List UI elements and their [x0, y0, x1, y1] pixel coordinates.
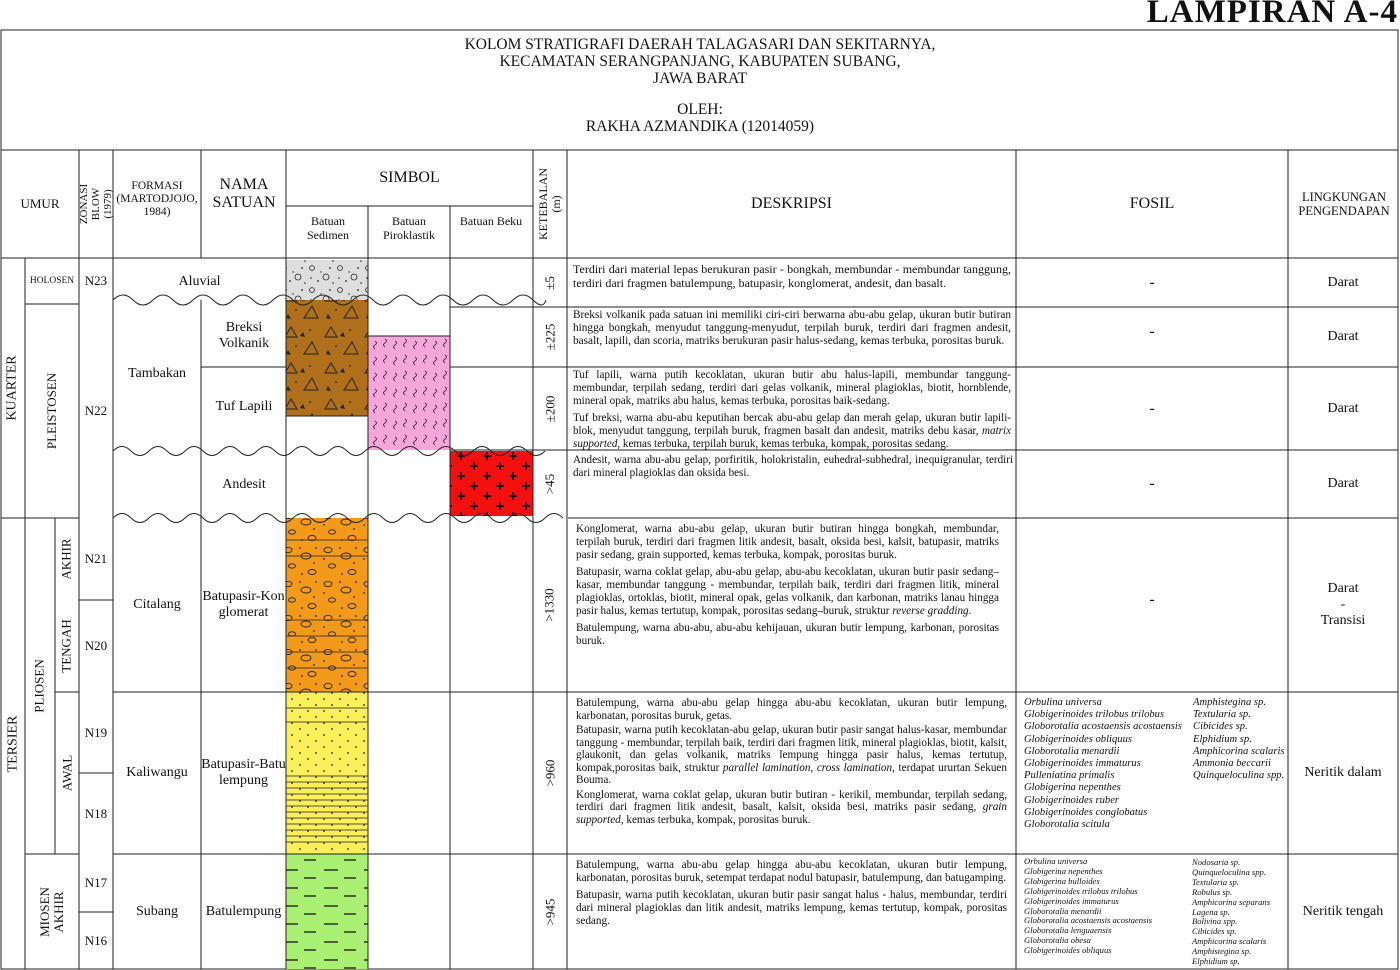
desc-kaliwangu — [576, 697, 1007, 830]
desc-kaliwangu-batulempung: Batulempung, warna abu-abu gelap hingga abu-abu kecoklatan, ukuran butir lempung, karbonatan, porositas buruk, getas. — [576, 697, 1007, 722]
zone-n19: N19 — [84, 724, 108, 740]
fossil-name: Amphicorina separans — [1192, 896, 1271, 907]
fossil-name: Elphidium sp. — [1193, 733, 1252, 745]
header-batuan-beku: Batuan Beku — [459, 214, 523, 228]
fossil-name: Bolivina spp. — [1192, 916, 1238, 927]
formasi-citalang: Citalang — [133, 597, 181, 612]
lingkungan-kaliwangu: Neritik dalam — [1304, 765, 1382, 780]
fossil-name: Elphidium sp. — [1192, 956, 1240, 967]
fossil-name: Quinqueloculina spp. — [1193, 770, 1285, 782]
formasi-aluvial: Aluvial — [178, 274, 221, 289]
desc-andesit: Andesit, warna abu-abu gelap, porfiritik, holokristalin, euhedral-subhedral, inequigranular, terdiri dari mineral plagioklas dan oksida besi. — [573, 454, 1013, 479]
lingkungan-tuf: Darat — [1327, 400, 1359, 416]
header-simbol: SIMBOL — [379, 169, 440, 186]
zone-n21: N21 — [84, 551, 108, 566]
desc-subang — [576, 859, 1007, 932]
fossil-name: Globigerina bulloides — [1024, 875, 1100, 886]
fosil-andesit-dash: - — [1149, 475, 1155, 492]
title-author: RAKHA AZMANDIKA (12014059) — [585, 118, 815, 135]
lingkungan-subang: Neritik tengah — [1302, 903, 1384, 919]
header-nama-satuan: NAMA SATUAN — [212, 176, 276, 211]
desc-kaliwangu-batupasir: Batupasir, warna putih kecoklatan-abu gelap, ukuran butir pasir sangat halus-kasar, membundar tanggung - membundar, terpilah baik, terdiri dari fragmen litik, mineral plagioklas, biotit, kalsit, glaukonit, dan gelas volkanik, matriks lempung hingga pasir halus, kemas tertutup, kompak,porositas baik, struktur parallel lamination, cross lamination, terdapat ururtan Sekuen Bouma. — [576, 724, 1007, 786]
fossil-name: Globorotalia obesa — [1024, 935, 1091, 946]
unit-andesit: Andesit — [222, 477, 266, 492]
fosil-subang-benthos — [1192, 858, 1270, 967]
zone-n22: N22 — [84, 403, 108, 418]
lampiran-label: LAMPIRAN A-4 — [1146, 0, 1398, 30]
desc-subang-batulempung: Batulempung, warna abu-abu gelap hingga abu-abu kecoklatan, ukuran butir lempung, karbonatan, porositas buruk, setempat terdapat nodul batupasir, batulempung, dan batugamping. — [576, 859, 1007, 884]
desc-citalang-batupasir: Batupasir, warna coklat gelap, abu-abu gelap, abu-abu kecoklatan, ukuran butir pasir sedang–kasar, membundar tanggung - membundar, terpilah baik, terdiri dari fragmen litik, mineral plagioklas, ortoklas, biotit, mineral opak, gelas volkanik, dan karbonan, matriks lanau hingga pasir halus, kemas tertutup, kompak, porositas sedang–buruk, struktur reverse gradding. — [576, 566, 999, 617]
fosil-kaliwangu-benthos — [1193, 697, 1285, 782]
fossil-name: Globigerinoides immaturus — [1024, 895, 1119, 906]
fossil-name: Globigerinoides trilobus trilobus — [1024, 885, 1138, 896]
umur-pliosen: PLIOSEN — [32, 659, 48, 713]
desc-aluvial: Terdiri dari material lepas berukuran pasir - bongkah, membundar - membundar tanggung, terdiri dari fragmen batulempung, batupasir, konglomerat, andesit, dan basalt. — [573, 262, 1011, 290]
fossil-name: Textularia sp. — [1193, 709, 1251, 721]
thickness-breksi: ±225 — [541, 323, 557, 351]
fossil-name: Cibicides sp. — [1193, 721, 1248, 733]
fossil-name: Textularia sp. — [1192, 876, 1239, 887]
unit-batupasir-batulempung: Batupasir-Batulempung — [201, 757, 286, 788]
desc-citalang-batulempung: Batulempung, warna abu-abu, abu-abu kehijauan, ukuran butir lempung, karbonan, porositas buruk. — [576, 622, 999, 647]
unit-batulempung: Batulempung — [205, 903, 282, 919]
fossil-name: Cibicides sp. — [1192, 926, 1237, 937]
umur-kuarter: KUARTER — [5, 355, 20, 421]
fosil-tuf-dash: - — [1149, 399, 1155, 417]
umur-pleistosen: PLEISTOSEN — [44, 372, 60, 450]
fossil-name: Orbulina universa — [1024, 697, 1102, 708]
thickness-kaliwangu: >960 — [542, 759, 557, 787]
unit-breksi-volkanik: Breksi Volkanik — [218, 319, 270, 351]
thickness-tuf: ±200 — [541, 395, 557, 422]
header-lingkungan: LINGKUNGAN PENGENDAPAN — [1298, 190, 1390, 218]
fossil-name: Globigerinoides obliquus — [1024, 733, 1132, 745]
fossil-name: Robulus sp. — [1192, 886, 1233, 897]
title-line-2: KECAMATAN SERANGPANJANG, KABUPATEN SUBANG, — [499, 53, 901, 70]
fossil-name: Nodosaria sp. — [1192, 857, 1241, 867]
header-fosil: FOSIL — [1129, 195, 1175, 212]
fossil-name: Pulleniatina primalis — [1024, 770, 1115, 782]
umur-tersier: TERSIER — [5, 715, 20, 772]
zone-n23: N23 — [84, 273, 108, 288]
desc-tuf-breksi: Tuf breksi, warna abu-abu keputihan bercak abu-abu gelap dan merah gelap, ukuran butir lapili-blok, menyudut tanggung, terpilah buruk, fragmen basalt dan andesit, matriks debu kasar, matrix supported, kemas terbuka, terpilah buruk, kemas terbuka, kompak, porositas sedang. — [573, 412, 1011, 450]
umur-miosen-akhir: MIOSEN AKHIR — [37, 886, 66, 937]
fossil-name: Globorotalia acostaensis acostaensis — [1024, 721, 1182, 733]
fossil-name: Globigerinoides trilobus trilobus — [1024, 709, 1165, 721]
umur-akhir: AKHIR — [59, 538, 75, 580]
fossil-name: Amphistegina sp. — [1192, 946, 1252, 957]
header-zonasi: ZONASI BLOW (1979) — [78, 183, 114, 225]
lingkungan-breksi: Darat — [1327, 329, 1359, 344]
title-oleh: OLEH: — [677, 101, 723, 118]
fossil-name: Globigerinoides conglobatus — [1024, 806, 1148, 818]
zone-n17: N17 — [84, 875, 108, 890]
unit-tuf-lapili: Tuf Lapili — [215, 399, 273, 414]
header-deskripsi: DESKRIPSI — [751, 195, 832, 212]
fossil-name: Orbulina universa — [1024, 856, 1088, 866]
desc-tuf-lapili: Tuf lapili, warna putih kecoklatan, ukuran butir abu halus-lapili, membundar tanggung-membundar, terpilah sedang, terdiri dari gelas volkanik, mineral plagioklas, biotit, hornblende, mineral opak, matriks abu halus, kemas terbuka, porositas baik-sedang. — [573, 369, 1011, 407]
header-formasi: FORMASI (MARTODJOJO, 1984) — [116, 180, 198, 218]
fosil-subang-plankton — [1024, 857, 1152, 956]
fossil-name: Quinqueloculina spp. — [1192, 866, 1266, 877]
zone-n16: N16 — [84, 932, 108, 948]
formasi-kaliwangu: Kaliwangu — [126, 765, 188, 780]
lingkungan-aluvial: Darat — [1327, 274, 1359, 290]
fossil-name: Globigerinoides immaturus — [1024, 758, 1141, 770]
unit-batupasir-konglomerat: Batupasir-Konglomerat — [202, 589, 285, 620]
formasi-tambakan: Tambakan — [127, 366, 187, 381]
lingkungan-andesit: Darat — [1327, 476, 1359, 491]
fossil-name: Globigerina nepenthes — [1024, 865, 1103, 876]
lingkungan-citalang: Darat - Transisi — [1320, 581, 1366, 628]
fossil-name: Ammonia beccarii — [1193, 758, 1271, 770]
fossil-name: Amphicorina scalaris — [1192, 936, 1267, 947]
fossil-name: Globorotalia acostaensis acostaensis — [1024, 915, 1153, 926]
desc-citalang — [576, 523, 999, 652]
desc-tuf — [573, 369, 1011, 455]
desc-subang-batupasir: Batupasir, warna putih kecoklatan, ukuran butir pasir sangat halus - halus, membundar, terdiri dari mineral plagioklas dan litik andesit, matriks lempung, kemas tertutup, kompak, porositas sedang. — [576, 889, 1007, 927]
fossil-name: Globigerinoides ruber — [1024, 794, 1120, 806]
desc-breksi: Breksi volkanik pada satuan ini memiliki ciri-ciri berwarna abu-abu gelap, ukuran butir butiran hingga bongkah, menyudut tanggung-menyudut, terpilah buruk, terdiri dari fragmen andesit, basalt, lapili, dan scoria, matriks berukuran pasir halus-sedang, kemas terbuka, porositas buruk. — [573, 309, 1011, 347]
fossil-name: Amphicorina scalaris — [1193, 745, 1285, 757]
title-line-3: JAWA BARAT — [653, 70, 747, 87]
fosil-kaliwangu-plankton — [1024, 697, 1182, 831]
desc-kaliwangu-konglomerat: Konglomerat, warna coklat gelap, ukuran butir butiran - kerikil, membundar, terpilah sedang, terdiri dari fragmen litik andesit, basalt, kalsit, oksida besi, matriks pasir sedang, grain supported, kemas terbuka, kompak, porositas buruk. — [576, 788, 1008, 826]
desc-citalang-konglomerat: Konglomerat, warna abu-abu gelap, ukuran butir butiran hingga bongkah, membundar, terpilah buruk, terdiri dari fragmen litik andesit, basalt, oksida besi, kalsit, batupasir, matriks pasir sedang, grain supported, kemas terbuka, kompak, porositas buruk. — [576, 523, 999, 561]
fossil-name: Lagena sp. — [1192, 906, 1230, 917]
zone-n20: N20 — [84, 638, 108, 653]
umur-tengah: TENGAH — [59, 619, 74, 673]
page-title — [0, 36, 1400, 135]
thickness-citalang: >1330 — [542, 588, 557, 622]
header-ketebalan: KETEBALAN (m) — [536, 168, 563, 240]
fossil-name: Globigerina nepenthes — [1024, 782, 1121, 794]
fosil-citalang-dash: - — [1149, 591, 1155, 608]
fosil-aluvial-dash: - — [1149, 273, 1155, 291]
thickness-subang: >945 — [542, 898, 557, 925]
zone-n18: N18 — [84, 805, 108, 821]
umur-awal: AWAL — [59, 754, 75, 792]
fossil-name: Globorotalia menardii — [1024, 745, 1120, 757]
fossil-name: Globorotalia lenguaensis — [1024, 925, 1112, 936]
thickness-andesit: >45 — [542, 473, 557, 495]
fossil-name: Globorotalia scitula — [1024, 819, 1110, 831]
header-batuan-piroklastik: Batuan Piroklastik — [382, 214, 435, 242]
header-batuan-sedimen: Batuan Sedimen — [307, 214, 349, 242]
thickness-aluvial: ±5 — [541, 275, 557, 290]
fossil-name: Globorotalia menardii — [1024, 905, 1102, 916]
formasi-subang: Subang — [136, 903, 178, 919]
fosil-breksi-dash: - — [1149, 323, 1155, 340]
header-umur: UMUR — [20, 196, 60, 211]
fossil-name: Amphistegina sp. — [1193, 697, 1266, 708]
title-line-1: KOLOM STRATIGRAFI DAERAH TALAGASARI DAN SEKITARNYA, — [464, 36, 936, 53]
fossil-name: Globigerinoides obliquus — [1024, 945, 1112, 956]
umur-holosen: HOLOSEN — [29, 276, 75, 286]
